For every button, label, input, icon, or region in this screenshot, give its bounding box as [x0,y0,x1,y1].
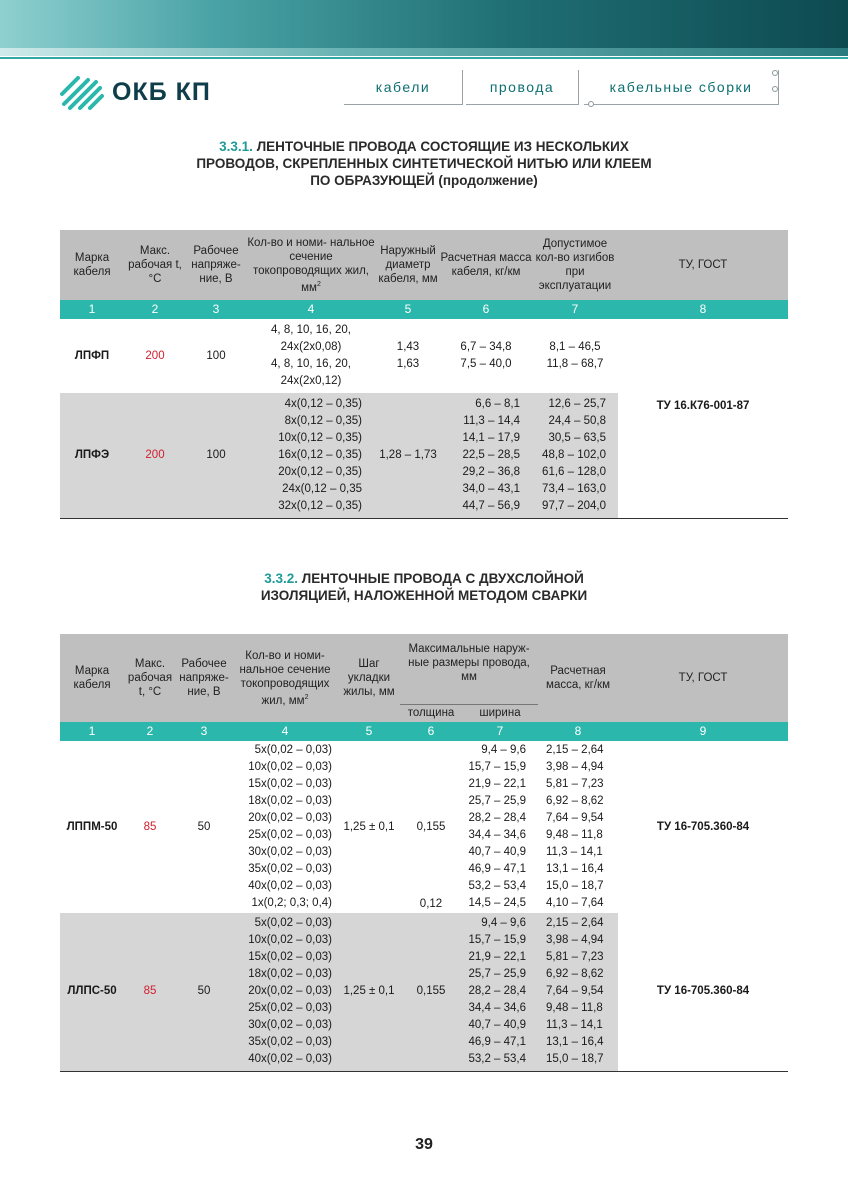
cores-line: 8х(0,12 – 0,35) [284,414,362,427]
max-temp-value: 200 [124,393,186,518]
cores-line: 20х(0,02 – 0,03) [248,812,332,824]
logo-text: ОКБ КП [112,77,211,106]
mass-line: 7,5 – 40,0 [460,358,512,370]
cores-line: 4, 8, 10, 16, 20, [271,358,351,370]
width-line: 53,2 – 53,4 [468,880,527,892]
width-line: 14,5 – 24,5 [468,897,527,909]
nav-connector-dot [772,86,778,92]
cores-line: 24х(2х0,12) [280,375,342,387]
mass-line: 5,81 – 7,23 [546,778,604,790]
section-title-line: ПО ОБРАЗУЮЩЕЙ (продолжение) [310,173,538,188]
step-value: 1,25 ± 0,1 [338,913,400,1071]
cores-line: 10х(0,02 – 0,03) [248,761,332,773]
mass-line: 3,98 – 4,94 [546,761,604,773]
step-value: 1,25 ± 0,1 [343,820,395,833]
col-number: 3 [186,300,246,319]
table-header-row [60,230,788,300]
standard-value: ТУ 16-705.360-84 [656,985,750,998]
col-header-mark: Марка кабеля [60,230,124,300]
mass-line: 13,1 – 16,4 [546,1036,604,1049]
cores-line: 20х(0,12 – 0,35) [278,465,362,478]
top-banner [0,0,848,56]
bends-line: 24,4 – 50,8 [548,414,606,427]
col-header-cores-text: Кол-во и номи- нальное сечение токопроводящих жил, мм [239,649,331,707]
col-header-standard: ТУ, ГОСТ [618,634,788,722]
cores-line: 18х(0,02 – 0,03) [248,795,332,807]
width-line: 15,7 – 15,9 [468,761,527,773]
width-line: 25,7 – 25,9 [468,795,527,807]
mass-line: 3,98 – 4,94 [546,934,604,947]
cores-line: 25х(0,02 – 0,03) [248,1002,332,1015]
bends-line: 61,6 – 128,0 [542,465,606,478]
col-header-bends: Допустимое кол-во изгибов при эксплуатации [532,230,618,300]
col-number: 9 [618,722,788,741]
nav-cable-assemblies[interactable]: кабельные сборки [584,70,779,105]
thickness-cell [400,741,462,913]
bends-cell [532,319,618,393]
mass-line: 9,48 – 11,8 [546,1002,603,1015]
cable-mark: ЛППМ-50 [66,820,118,833]
mass-line: 9,48 – 11,8 [546,829,603,841]
col-number: 8 [618,300,788,319]
page-number: 39 [415,1136,433,1153]
mass-line: 6,92 – 8,62 [546,968,604,981]
nav-connector-dot [588,101,594,107]
mass-cell [538,741,618,913]
table-bottom-rule [60,1071,788,1072]
width-line: 34,4 – 34,6 [468,1002,527,1015]
cores-line: 16х(0,12 – 0,35) [278,448,362,461]
width-line: 46,9 – 47,1 [468,863,527,875]
cores-line: 10х(0,02 – 0,03) [248,934,332,947]
table-row [60,319,788,393]
col-header-mark: Марка кабеля [60,634,124,722]
mass-line: 7,64 – 9,54 [546,812,604,824]
mass-line: 14,1 – 17,9 [462,431,520,444]
cores-line: 20х(0,02 – 0,03) [248,985,332,998]
nav-cables[interactable]: кабели [344,70,463,105]
col-header-dimensions: Максимальные наруж- ные размеры провода, мм [400,634,538,704]
cores-line: 1х(0,2; 0,3; 0,4) [251,897,332,909]
thickness-value: 0,155 [400,913,462,1071]
col-number: 6 [440,300,532,319]
cable-mark: ЛПФЭ [60,393,124,518]
cores-cell [246,393,376,518]
col-header-width: ширина [462,704,538,722]
cores-line: 40х(0,02 – 0,03) [248,1053,332,1066]
width-line: 28,2 – 28,4 [468,985,527,998]
nav-connector-dot [772,70,778,76]
diameter-value: 1,28 – 1,73 [376,393,440,518]
col-header-standard: ТУ, ГОСТ [618,230,788,300]
col-header-cores-text: Кол-во и номи- нальное сечение токопроводящих жил, мм [247,236,375,294]
column-number-row [60,300,788,319]
mass-line: 11,3 – 14,1 [546,1019,603,1032]
mass-line: 2,15 – 2,64 [546,917,604,930]
voltage-value: 50 [176,913,232,1071]
cores-cell [232,913,338,1071]
col-header-cores: Кол-во и номи- нальное сечение токопроводящих жил, $мм^2$ [246,230,376,300]
bends-line: 30,5 – 63,5 [548,431,606,444]
voltage-value: 100 [186,393,246,518]
thickness-value: 0,155 [416,820,446,833]
mass-line: 2,15 – 2,64 [546,744,604,756]
bends-line: 73,4 – 163,0 [542,482,606,495]
cores-line: 32х(0,12 – 0,35) [278,499,362,512]
bends-cell [532,393,618,518]
mass-cell [440,319,532,393]
logo-mark-icon [60,72,104,112]
cores-line: 24х(2х0,08) [280,341,342,353]
cores-line: 35х(0,02 – 0,03) [248,863,332,875]
width-line: 34,4 – 34,6 [468,829,527,841]
standard-value: ТУ 16-705.360-84 [656,820,750,833]
mass-line: 4,10 – 7,64 [546,897,604,909]
section-title-3-3-2 [0,570,848,604]
width-line: 9,4 – 9,6 [481,744,527,756]
section-number: 3.3.1. [219,139,253,154]
voltage-value: 100 [206,349,226,362]
col-number: 7 [462,722,538,741]
col-number: 2 [124,722,176,741]
table-header-row [60,634,788,704]
bends-line: 97,7 – 204,0 [542,499,606,512]
mass-line: 11,3 – 14,4 [463,414,520,427]
col-header-max-temp: Макс. рабочая t, °C [124,634,176,722]
mass-line: 22,5 – 28,5 [462,448,520,461]
mass-line: 11,3 – 14,1 [546,846,603,858]
column-number-row [60,722,788,741]
bends-line: 8,1 – 46,5 [549,341,601,353]
mass-line: 13,1 – 16,4 [546,863,604,875]
mass-line: 15,0 – 18,7 [546,880,604,892]
mass-line: 6,7 – 34,8 [460,341,512,353]
diameter-cell [376,319,440,393]
section-number: 3.3.2. [264,571,298,586]
table-ribbon-wires-glued [60,230,788,519]
width-line: 53,2 – 53,4 [468,1053,527,1066]
mass-line: 6,92 – 8,62 [546,795,604,807]
table-row [60,741,788,913]
mass-line: 29,2 – 36,8 [462,465,520,478]
mass-cell [440,393,532,518]
section-title-line: ЛЕНТОЧНЫЕ ПРОВОДА СОСТОЯЩИЕ ИЗ НЕСКОЛЬКИХ [256,139,629,154]
diameter-line: 1,63 [396,358,420,370]
banner-shine [0,48,848,56]
col-number: 1 [60,300,124,319]
nav-wires[interactable]: провода [466,70,579,105]
width-line: 21,9 – 22,1 [468,778,527,790]
col-number: 4 [246,300,376,319]
col-header-max-temp: Макс. рабочая t, °C [124,230,186,300]
section-title-line: ИЗОЛЯЦИЕЙ, НАЛОЖЕННОЙ МЕТОДОМ СВАРКИ [260,588,588,603]
col-header-cores: Кол-во и номи- нальное сечение токопроводящих жил, $мм^2$ [232,634,338,722]
max-temp-value: 200 [145,349,165,362]
max-temp-value: 85 [143,820,157,833]
cores-line: 4, 8, 10, 16, 20, [271,324,351,336]
col-header-diameter: Наружный диаметр кабеля, мм [376,230,440,300]
col-number: 3 [176,722,232,741]
col-header-thickness: толщина [400,704,462,722]
section-title-line: ПРОВОДОВ, СКРЕПЛЕННЫХ СИНТЕТИЧЕСКОЙ НИТЬЮ ИЛИ КЛЕЕМ [196,156,652,171]
cores-line: 40х(0,02 – 0,03) [248,880,332,892]
width-line: 15,7 – 15,9 [468,934,527,947]
mass-line: 7,64 – 9,54 [546,985,604,998]
col-header-step: Шаг укладки жилы, мм [338,634,400,722]
cable-mark: ЛПФП [74,349,110,362]
section-title-line: ЛЕНТОЧНЫЕ ПРОВОДА С ДВУХСЛОЙНОЙ [301,571,584,586]
col-number: 1 [60,722,124,741]
company-logo[interactable] [60,72,211,112]
cores-line: 24х(0,12 – 0,35 [282,482,362,495]
cores-line: 30х(0,02 – 0,03) [248,1019,332,1032]
width-line: 21,9 – 22,1 [468,951,527,964]
mass-line: 5,81 – 7,23 [546,951,604,964]
cores-line: 18х(0,02 – 0,03) [248,968,332,981]
table-ribbon-wires-welded [60,634,788,1072]
width-line: 28,2 – 28,4 [468,812,527,824]
cores-line: 15х(0,02 – 0,03) [248,951,332,964]
standard-value: ТУ 16.К76-001-87 [656,399,750,412]
width-cell [462,741,538,913]
cores-cell [232,741,338,913]
width-line: 40,7 – 40,9 [468,846,527,858]
col-number: 2 [124,300,186,319]
cores-cell [246,319,376,393]
cores-line: 25х(0,02 – 0,03) [248,829,332,841]
width-line: 46,9 – 47,1 [468,1036,527,1049]
bends-line: 12,6 – 25,7 [548,397,606,410]
voltage-value: 50 [197,820,211,833]
section-title-3-3-1 [0,138,848,189]
mass-line: 44,7 – 56,9 [462,499,520,512]
top-accent-line [0,57,848,59]
cores-line: 10х(0,12 – 0,35) [278,431,362,444]
max-temp-value: 85 [124,913,176,1071]
col-number: 8 [538,722,618,741]
mass-line: 34,0 – 43,1 [462,482,520,495]
width-cell [462,913,538,1071]
table-bottom-rule [60,518,788,519]
col-number: 6 [400,722,462,741]
col-header-mass: Расчетная масса кабеля, кг/км [440,230,532,300]
cores-line: 5х(0,02 – 0,03) [254,917,332,930]
col-number: 5 [338,722,400,741]
col-number: 4 [232,722,338,741]
table-row [60,913,788,1071]
diameter-line: 1,43 [396,341,420,353]
width-line: 40,7 – 40,9 [468,1019,527,1032]
thickness-value-alt: 0,12 [419,898,443,910]
cores-line: 30х(0,02 – 0,03) [248,846,332,858]
cores-line: 15х(0,02 – 0,03) [248,778,332,790]
col-number: 7 [532,300,618,319]
width-line: 9,4 – 9,6 [481,917,527,930]
cores-line: 5х(0,02 – 0,03) [254,744,332,756]
col-header-voltage: Рабочее напряже- ние, В [176,634,232,722]
col-header-voltage: Рабочее напряже- ние, В [186,230,246,300]
cable-mark: ЛЛПС-50 [60,913,124,1071]
cores-line: 35х(0,02 – 0,03) [248,1036,332,1049]
col-header-mass: Расчетная масса, кг/км [538,634,618,722]
bends-line: 48,8 – 102,0 [542,448,606,461]
mass-cell [538,913,618,1071]
mass-line: 6,6 – 8,1 [475,397,520,410]
width-line: 25,7 – 25,9 [468,968,527,981]
mass-line: 15,0 – 18,7 [546,1053,604,1066]
bends-line: 11,8 – 68,7 [546,358,604,370]
cores-line: 4х(0,12 – 0,35) [284,397,362,410]
col-number: 5 [376,300,440,319]
